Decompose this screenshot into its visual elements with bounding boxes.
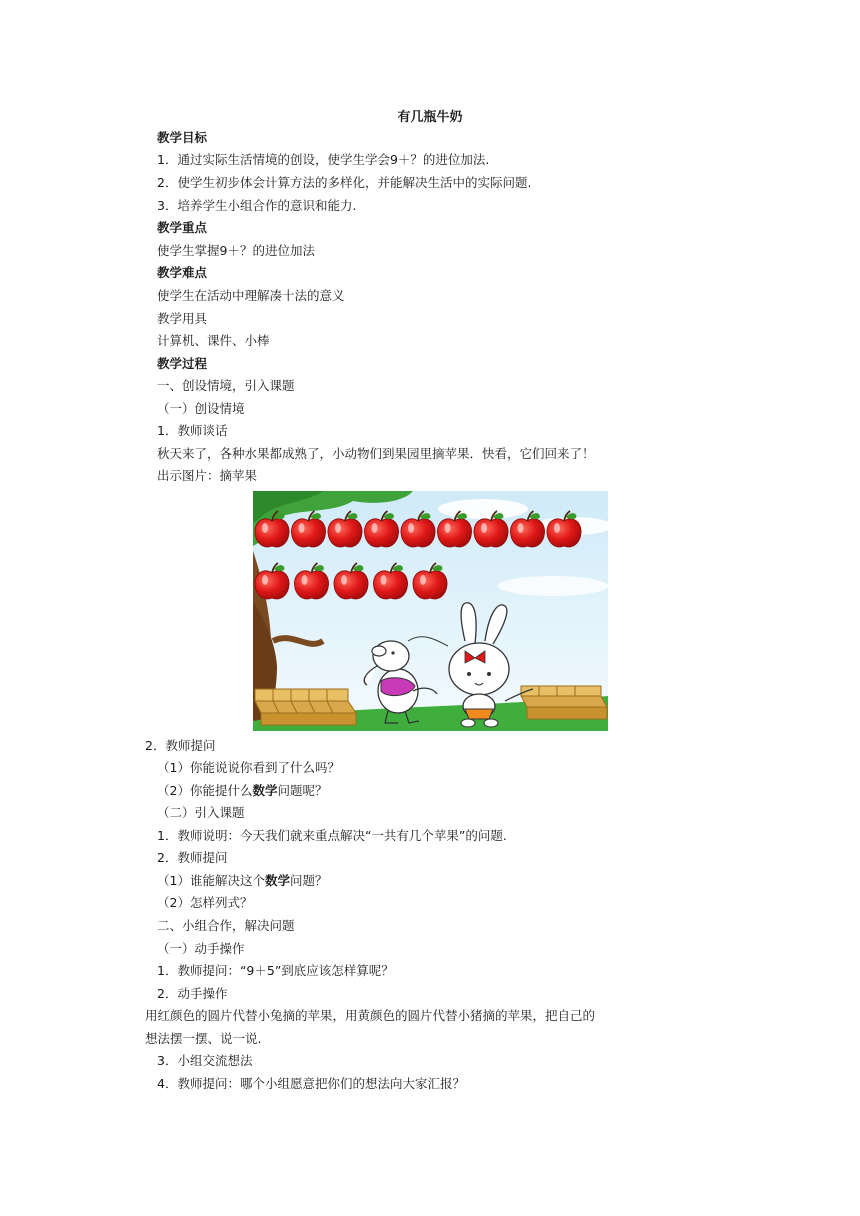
step-teacher-talk: 1．教师谈话 <box>157 423 228 438</box>
cloud-shape <box>438 499 528 519</box>
key-points-text: 使学生掌握9＋？的进位加法 <box>157 243 315 258</box>
step-teacher-question-3: 1．教师提问：“9＋5”到底应该怎样算呢？ <box>157 963 394 978</box>
subsection-1-title: （一）创设情境 <box>157 401 245 416</box>
section-2-title: 二、小组合作，解决问题 <box>157 918 295 933</box>
goal-item-3: 3．培养学生小组合作的意识和能力. <box>157 198 357 213</box>
question-4: （2）怎样列式？ <box>157 895 253 910</box>
heading-teaching-goals: 教学目标 <box>157 130 208 145</box>
step-group-exchange: 3．小组交流想法 <box>157 1053 253 1068</box>
talk-text: 秋天来了，各种水果都成熟了，小动物们到果园里摘苹果．快看，它们回来了！ <box>157 446 595 461</box>
apple-picking-illustration <box>253 491 608 731</box>
step-teacher-question-4: 4．教师提问：哪个小组愿意把你们的想法向大家汇报？ <box>157 1076 465 1091</box>
left-basket <box>255 689 356 725</box>
question-3: （1）谁能解决这个数学问题？ <box>157 873 328 888</box>
document-title: 有几瓶牛奶 <box>397 110 463 125</box>
question-1: （1）你能说说你看到了什么吗？ <box>157 760 340 775</box>
heading-tools: 教学用具 <box>157 311 208 326</box>
illustration-canvas <box>253 491 608 731</box>
step-teacher-explain: 1．教师说明：今天我们就来重点解决“一共有几个苹果”的问题. <box>157 828 507 843</box>
goal-item-1: 1．通过实际生活情境的创设，使学生学会9＋？的进位加法. <box>157 152 490 167</box>
heading-process: 教学过程 <box>157 356 208 371</box>
section-1-title: 一、创设情境，引入课题 <box>157 378 295 393</box>
difficulties-text: 使学生在活动中理解凑十法的意义 <box>157 288 345 303</box>
goal-item-2: 2．使学生初步体会计算方法的多样化，并能解决生活中的实际问题. <box>157 175 532 190</box>
subsection-2-title: （二）引入课题 <box>157 805 245 820</box>
right-basket <box>521 686 607 719</box>
question-2: （2）你能提什么数学问题呢？ <box>157 783 328 798</box>
heading-key-points: 教学重点 <box>157 220 208 235</box>
step-teacher-question: 2．教师提问 <box>145 738 216 753</box>
hands-on-text-line-1: 用红颜色的圆片代替小兔摘的苹果，用黄颜色的圆片代替小猪摘的苹果，把自己的 <box>145 1008 596 1023</box>
heading-difficulties: 教学难点 <box>157 265 208 280</box>
subsection-3-title: （一）动手操作 <box>157 941 245 956</box>
cloud-shape <box>498 576 608 596</box>
step-hands-on: 2．动手操作 <box>157 986 228 1001</box>
tools-text: 计算机、课件、小棒 <box>157 333 270 348</box>
show-picture-text: 出示图片：摘苹果 <box>157 468 258 483</box>
hands-on-text-line-2: 想法摆一摆、说一说. <box>145 1031 262 1046</box>
step-teacher-question-2: 2．教师提问 <box>157 850 228 865</box>
